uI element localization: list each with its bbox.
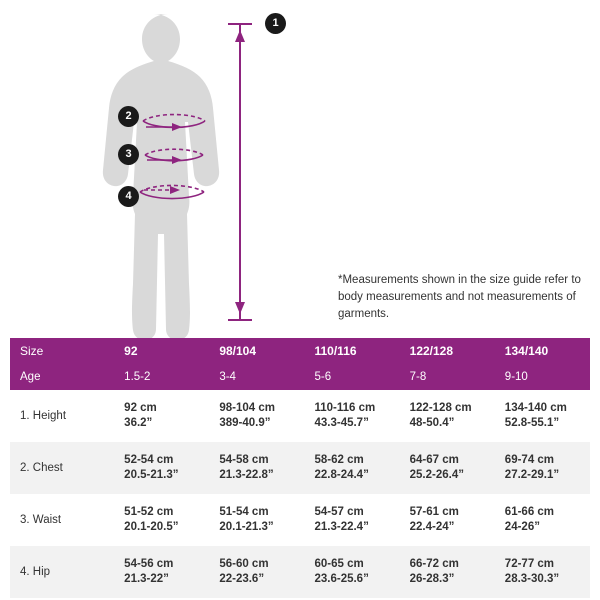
- cell-height-3: [304, 390, 399, 442]
- cell-inch: 24-26”: [504, 521, 540, 533]
- cell-cm: 60-65 cm: [314, 558, 364, 570]
- measurement-note: *Measurements shown in the size guide refer to body measurements and not measurements of garments.: [338, 274, 581, 320]
- callout-marker-4: 4: [118, 186, 139, 207]
- cell-inch: 27.2-29.1”: [504, 469, 560, 481]
- age-label: Age: [10, 364, 114, 390]
- child-silhouette-shape: [103, 14, 219, 338]
- cell-cm: 98-104 cm: [219, 402, 275, 414]
- cell-cm: 64-67 cm: [409, 454, 459, 466]
- cell-inch: 25.2-26.4”: [409, 469, 464, 481]
- cell-cm: 54-56 cm: [124, 558, 174, 570]
- table-row: [10, 494, 590, 546]
- row-label-hip: 4. Hip: [10, 546, 114, 598]
- cell-waist-1: [114, 494, 209, 546]
- cell-cm: 52-54 cm: [124, 454, 174, 466]
- cell-inch: 48-50.4”: [409, 417, 455, 429]
- callout-marker-1: 1: [265, 13, 286, 34]
- header-size-3: 110/116: [304, 338, 399, 364]
- cell-inch: 22.4-24”: [409, 521, 455, 533]
- cell-waist-5: [495, 494, 590, 546]
- header-label: Size: [10, 338, 114, 364]
- cell-waist-4: [400, 494, 495, 546]
- header-size-5: 134/140: [495, 338, 590, 364]
- cell-cm: 56-60 cm: [219, 558, 269, 570]
- cell-inch: 20.1-21.3”: [219, 521, 274, 533]
- age-value-2: 3-4: [209, 364, 304, 390]
- cell-chest-5: [495, 442, 590, 494]
- cell-cm: 110-116 cm: [314, 402, 376, 414]
- cell-inch: 389-40.9”: [219, 417, 271, 429]
- cell-cm: 66-72 cm: [409, 558, 459, 570]
- cell-cm: 51-52 cm: [124, 506, 174, 518]
- cell-inch: 22-23.6”: [219, 573, 265, 585]
- cell-cm: 61-66 cm: [504, 506, 555, 518]
- age-value-1: 1.5-2: [114, 364, 209, 390]
- cell-cm: 92 cm: [124, 402, 157, 414]
- cell-inch: 23.6-25.6”: [314, 573, 369, 585]
- header-size-4: 122/128: [400, 338, 495, 364]
- cell-height-5: [495, 390, 590, 442]
- row-label-chest: 2. Chest: [10, 442, 114, 494]
- cell-cm: 58-62 cm: [314, 454, 364, 466]
- cell-height-1: [114, 390, 209, 442]
- cell-inch: 28.3-30.3”: [504, 573, 560, 585]
- cell-chest-1: [114, 442, 209, 494]
- row-label-height: 1. Height: [10, 390, 114, 442]
- cell-inch: 52.8-55.1”: [504, 417, 560, 429]
- cell-chest-4: [400, 442, 495, 494]
- cell-cm: 72-77 cm: [504, 558, 555, 570]
- height-measure-line: [228, 24, 252, 320]
- age-value-3: 5-6: [304, 364, 399, 390]
- cell-inch: 36.2”: [124, 417, 153, 429]
- cell-height-2: [209, 390, 304, 442]
- age-value-4: 7-8: [400, 364, 495, 390]
- cell-hip-3: [304, 546, 399, 598]
- header-size-2: 98/104: [209, 338, 304, 364]
- size-guide-table: [10, 338, 590, 598]
- cell-hip-4: [400, 546, 495, 598]
- cell-cm: 57-61 cm: [409, 506, 459, 518]
- header-size-1: 92: [114, 338, 209, 364]
- cell-cm: 122-128 cm: [409, 402, 472, 414]
- cell-inch: 21.3-22”: [124, 573, 169, 585]
- cell-cm: 54-58 cm: [219, 454, 269, 466]
- cell-hip-5: [495, 546, 590, 598]
- cell-hip-1: [114, 546, 209, 598]
- cell-height-4: [400, 390, 495, 442]
- cell-cm: 134-140 cm: [504, 402, 567, 414]
- cell-inch: 43.3-45.7”: [314, 417, 369, 429]
- cell-chest-3: [304, 442, 399, 494]
- cell-inch: 26-28.3”: [409, 573, 455, 585]
- callout-marker-3: 3: [118, 144, 139, 165]
- cell-inch: 20.1-20.5”: [124, 521, 179, 533]
- cell-chest-2: [209, 442, 304, 494]
- cell-inch: 21.3-22.8”: [219, 469, 274, 481]
- cell-inch: 22.8-24.4”: [314, 469, 369, 481]
- table-age-row: [10, 364, 590, 390]
- cell-cm: 51-54 cm: [219, 506, 269, 518]
- age-value-5: 9-10: [495, 364, 590, 390]
- cell-waist-3: [304, 494, 399, 546]
- cell-inch: 21.3-22.4”: [314, 521, 369, 533]
- size-table-container: [10, 338, 590, 598]
- table-header-row: [10, 338, 590, 364]
- callout-marker-2: 2: [118, 106, 139, 127]
- row-label-waist: 3. Waist: [10, 494, 114, 546]
- table-row: [10, 442, 590, 494]
- cell-cm: 54-57 cm: [314, 506, 364, 518]
- table-row: [10, 390, 590, 442]
- cell-hip-2: [209, 546, 304, 598]
- cell-cm: 69-74 cm: [504, 454, 555, 466]
- cell-waist-2: [209, 494, 304, 546]
- table-row: [10, 546, 590, 598]
- cell-inch: 20.5-21.3”: [124, 469, 179, 481]
